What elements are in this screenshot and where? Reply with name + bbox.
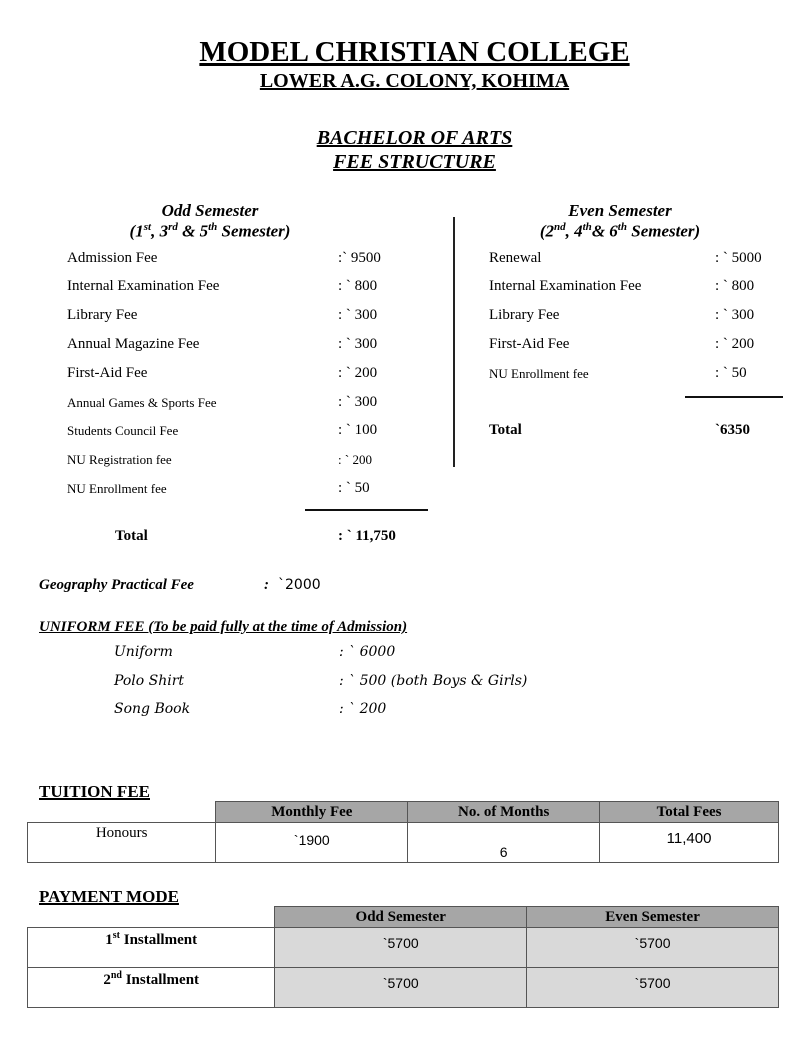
odd-semester-amount: `5700	[275, 968, 527, 1008]
geography-fee-value: `2000	[278, 577, 321, 593]
fee-label: Library Fee	[489, 307, 560, 323]
even-semester-amount: `5700	[527, 928, 779, 968]
uniform-item-label: Polo Shirt	[114, 673, 185, 689]
fee-value: : ` 100	[338, 422, 378, 438]
uniform-fee-heading: UNIFORM FEE (To be paid fully at the time of Admission)	[39, 619, 408, 635]
fee-label: Renewal	[489, 250, 542, 266]
total-divider	[305, 509, 428, 511]
even-semester-amount: `5700	[527, 968, 779, 1008]
fee-value: : ` 50	[338, 480, 370, 496]
fee-label: Internal Examination Fee	[67, 278, 220, 294]
payment-mode-table	[27, 906, 779, 1008]
college-address: LOWER A.G. COLONY, KOHIMA	[259, 70, 570, 92]
fee-value: : ` 200	[715, 336, 755, 352]
fee-label: Admission Fee	[67, 250, 158, 266]
fee-label: First-Aid Fee	[489, 336, 570, 352]
fee-value: : ` 50	[715, 365, 747, 381]
total-value: : ` 11,750	[338, 528, 396, 544]
column-header: Odd Semester	[275, 907, 527, 928]
installment-label: 2nd Installment	[28, 968, 275, 1008]
column-header: Total Fees	[600, 802, 779, 823]
fee-label: First-Aid Fee	[67, 365, 148, 381]
geography-fee-label: Geography Practical Fee	[39, 577, 194, 593]
column-header: Even Semester	[527, 907, 779, 928]
table-row	[28, 968, 779, 1008]
fee-label: Students Council Fee	[67, 423, 179, 438]
fee-label: Annual Games & Sports Fee	[67, 395, 217, 410]
uniform-item-value: : ` 200	[339, 701, 387, 717]
tuition-fee-table	[27, 801, 779, 863]
uniform-item-value: : ` 6000	[339, 644, 396, 660]
row-label: Honours	[28, 823, 216, 863]
document-title: FEE STRUCTURE	[333, 151, 496, 173]
programme-title: BACHELOR OF ARTS	[316, 127, 513, 149]
even-semester-heading: Even Semester	[568, 201, 672, 220]
installment-label: 1st Installment	[28, 928, 275, 968]
even-semester-subheading: (2nd, 4th& 6th Semester)	[539, 221, 701, 241]
uniform-item-label: Song Book	[114, 701, 191, 717]
fee-label: Library Fee	[67, 307, 138, 323]
number-of-months: 6	[408, 823, 600, 863]
fee-value: : ` 300	[338, 336, 378, 352]
fee-value: : ` 200	[338, 452, 372, 467]
column-header: Monthly Fee	[216, 802, 408, 823]
fee-label: Internal Examination Fee	[489, 278, 642, 294]
column-header: No. of Months	[408, 802, 600, 823]
fee-value: : ` 300	[715, 307, 755, 323]
table-row	[28, 823, 779, 863]
fee-label: NU Enrollment fee	[67, 481, 167, 496]
geography-fee-colon: :	[264, 577, 269, 593]
fee-value: : ` 200	[338, 365, 378, 381]
fee-value: : ` 300	[338, 307, 378, 323]
fee-value: :` 9500	[338, 250, 381, 266]
uniform-item-value: : ` 500 (both Boys & Girls)	[339, 673, 528, 689]
fee-label: Annual Magazine Fee	[67, 336, 200, 352]
fee-value: : ` 300	[338, 394, 378, 410]
fee-label: NU Enrollment fee	[489, 366, 589, 381]
total-label: Total	[489, 422, 522, 438]
total-divider	[685, 396, 783, 398]
tuition-fee-heading: TUITION FEE	[39, 782, 150, 801]
odd-semester-amount: `5700	[275, 928, 527, 968]
college-name: MODEL CHRISTIAN COLLEGE	[199, 36, 630, 68]
total-label: Total	[115, 528, 148, 544]
odd-semester-subheading: (1st, 3rd & 5th Semester)	[129, 221, 291, 241]
payment-mode-heading: PAYMENT MODE	[39, 887, 179, 906]
table-row	[28, 928, 779, 968]
fee-value: : ` 800	[338, 278, 378, 294]
total-value: `6350	[715, 422, 750, 438]
fee-value: : ` 800	[715, 278, 755, 294]
monthly-fee: `1900	[216, 823, 408, 863]
fee-label: NU Registration fee	[67, 452, 172, 467]
fee-value: : ` 5000	[715, 250, 762, 266]
total-fees: 11,400	[600, 823, 779, 863]
odd-semester-heading: Odd Semester	[161, 201, 259, 220]
uniform-item-label: Uniform	[114, 644, 173, 660]
column-divider	[453, 217, 455, 467]
